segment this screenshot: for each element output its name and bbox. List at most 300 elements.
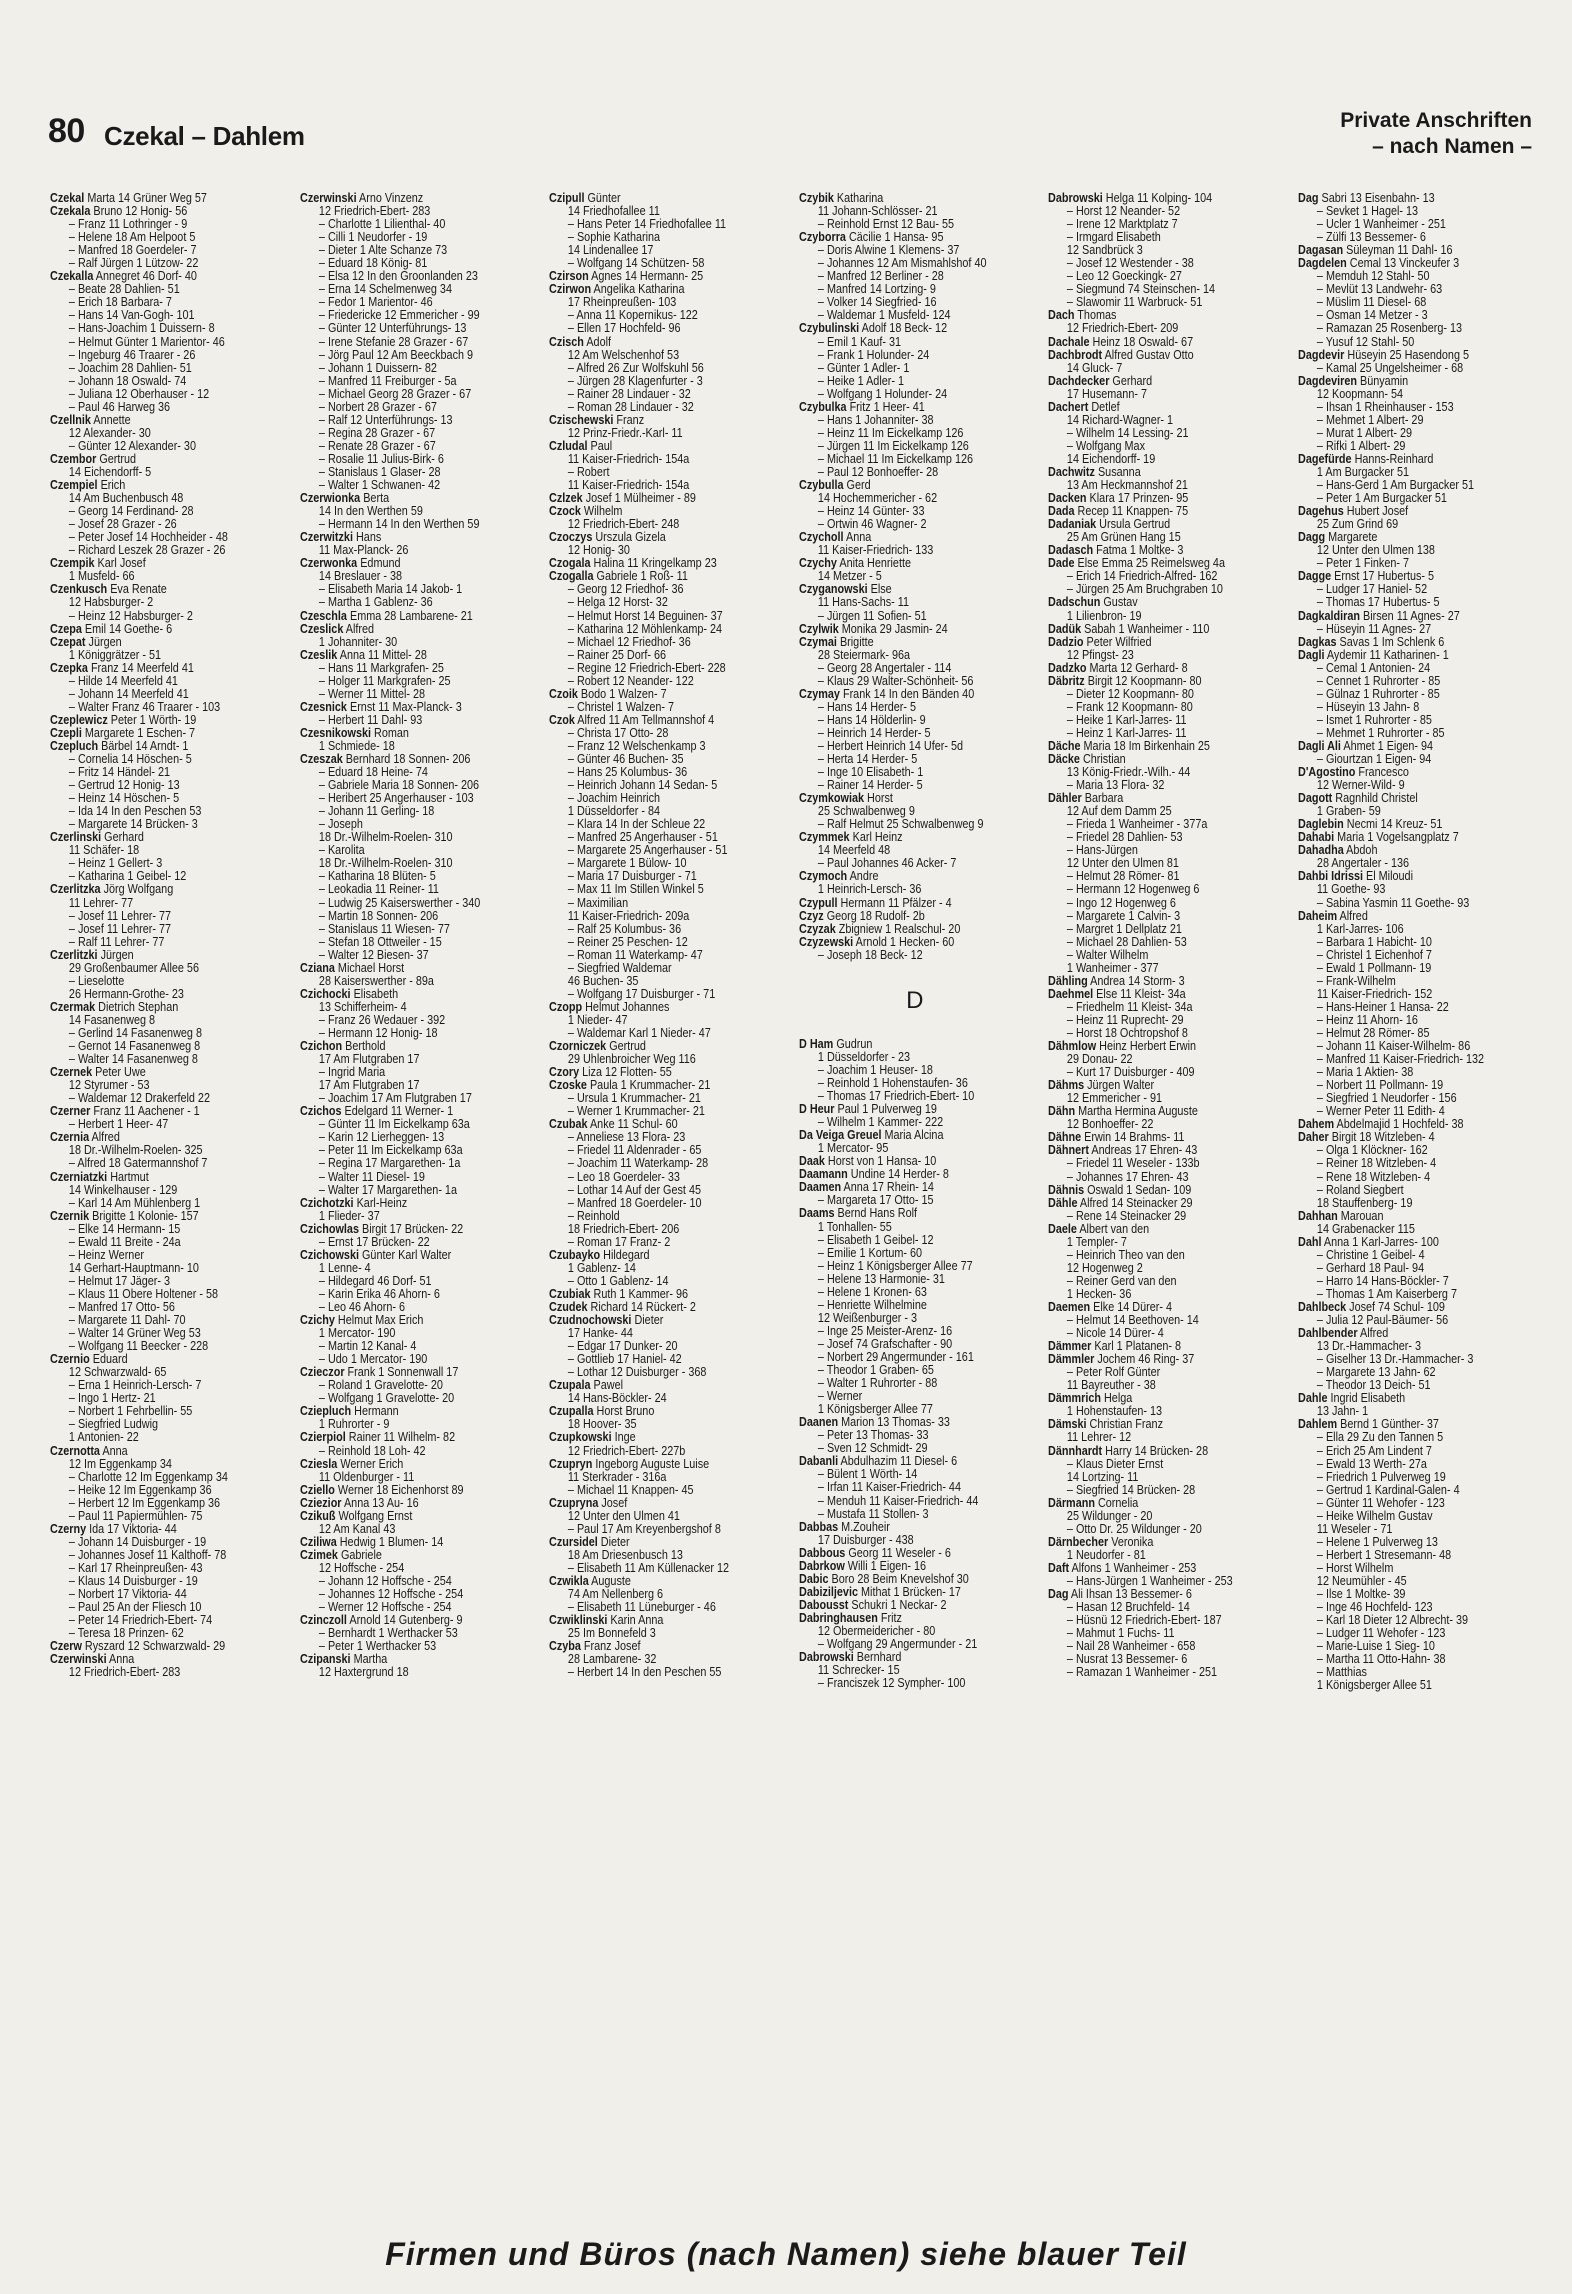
entry-details: 14 Lindenallee 17 [568,244,654,258]
directory-entry [1048,1236,1280,1249]
entry-details: 11 Kaiser-Friedrich- 154a [568,479,690,493]
entry-details: – Ihsan 1 Rheinhauser - 153 [1316,400,1454,414]
entry-details: 11 Johann-Schlösser- 21 [817,205,938,219]
entry-surname: Dadük [1048,622,1082,636]
footer-note: Firmen und Büros (nach Namen) siehe blauer Teil [385,2236,1187,2272]
entry-details: 14 Grabenacker 115 [1316,1222,1415,1236]
entry-details: Arnold 1 Hecken- 60 [855,935,955,949]
directory-entry [1298,336,1530,349]
entry-details: Gabriele [340,1548,382,1562]
directory-entry [300,1249,532,1262]
entry-surname: Czepluch [50,739,99,753]
directory-entry [50,479,282,492]
entry-surname: Cziello [299,1483,335,1497]
entry-details: Margarete [1328,531,1378,545]
directory-entry [1048,1445,1280,1458]
entry-details: – Hasan 12 Bruchfeld- 14 [1067,1601,1191,1615]
entry-details: 1 Schmiede- 18 [318,739,395,753]
entry-details: Ryszard 12 Schwarzwald- 29 [84,1640,226,1654]
entry-details: Annette [93,413,131,427]
entry-details: 29 Großenbaumer Allee 56 [68,961,199,975]
directory-entry [799,401,1031,414]
entry-details: – Heinz 11 Ruprecht- 29 [1067,1013,1184,1027]
entry-details: 12 Weißenburger - 3 [817,1311,917,1325]
entry-details: – Leo 46 Ahorn- 6 [318,1300,405,1314]
directory-entry [549,283,781,296]
directory-entry [50,1340,282,1353]
entry-details: 18 Dr.-Wilhelm-Roelen- 325 [68,1144,203,1158]
directory-entry [549,544,781,557]
entry-details: – Zülfi 13 Bessemer- 6 [1316,231,1426,245]
directory-entry [300,740,532,753]
directory-entry [1298,466,1530,479]
directory-entry [300,1118,532,1131]
entry-details: – Norbert 1 Fehrbellin- 55 [68,1405,193,1419]
entry-surname: Czycholl [798,531,844,545]
entry-details: – Johannes 17 Ehren- 43 [1067,1170,1189,1184]
entry-details: – Roman 17 Franz- 2 [568,1235,671,1249]
directory-entry [300,466,532,479]
entry-details: – Rosalie 11 Julius-Birk- 6 [318,452,444,466]
directory-entry [1048,362,1280,375]
directory-entry [549,192,781,205]
directory-entry [300,1314,532,1327]
entry-details: – Giourtzan 1 Eigen- 94 [1316,753,1432,767]
directory-entry [1298,283,1530,296]
entry-details: 11 Sterkrader - 316a [568,1470,667,1484]
directory-entry [549,636,781,649]
directory-entry [549,870,781,883]
entry-details: 1 Königgrätzer - 51 [68,648,162,662]
entry-details: 14 Richard-Wagner- 1 [1067,413,1174,427]
entry-details: – Ismet 1 Ruhrorter - 85 [1316,713,1432,727]
entry-details: – Ida 14 In den Peschen 53 [68,805,202,819]
entry-details: Gerd [846,479,871,493]
entry-details: Abdelmajid 1 Hochfeld- 38 [1336,1118,1464,1132]
entry-details: Karl Josef [97,557,146,571]
directory-entry [1048,583,1280,596]
entry-details: – Inge 46 Hochfeld- 123 [1316,1601,1433,1615]
entry-surname: Dähmlow [1048,1040,1097,1054]
entry-surname: Czwiklinski [549,1614,608,1628]
entry-details: – Nail 28 Wanheimer - 658 [1067,1640,1196,1654]
entry-details: 14 Gluck- 7 [1067,361,1123,375]
entry-details: – Friedericke 12 Emmericher - 99 [318,309,480,323]
entry-details: – Marie-Luise 1 Sieg- 10 [1316,1640,1435,1654]
directory-entry [1298,1197,1530,1210]
entry-details: 28 Steiermark- 96a [817,648,910,662]
entry-details: – Johann 1 Duissern- 82 [318,361,437,375]
directory-entry [1298,231,1530,244]
entry-surname: Czermak [50,1000,96,1014]
directory-entry [50,570,282,583]
directory-entry [50,349,282,362]
entry-surname: Czogala [549,557,591,571]
directory-entry [799,1194,1031,1207]
entry-details: Franz 11 Aachener - 1 [93,1105,200,1119]
entry-details: – Elisabeth 1 Geibel- 12 [817,1233,934,1247]
entry-surname: Czeslik [299,648,337,662]
entry-details: – Eduard 18 König- 81 [318,257,427,271]
entry-details: Paul 1 Pulverweg 19 [837,1103,937,1117]
entry-details: – Gülnaz 1 Ruhrorter - 85 [1316,687,1440,701]
entry-details: – Peter 1 Am Burgacker 51 [1316,492,1447,506]
directory-entry [549,1040,781,1053]
entry-details: – Helmut 28 Römer- 81 [1067,870,1180,884]
entry-details: – Johann 18 Oswald- 74 [68,374,187,388]
entry-details: Veronika [1111,1535,1154,1549]
entry-surname: Dade [1048,557,1075,571]
entry-details: – Roman 28 Lindauer - 32 [568,400,694,414]
directory-entry [799,962,1031,975]
entry-details: – Hilde 14 Meerfeld 41 [68,674,178,688]
entry-details: 11 Weseler - 71 [1316,1522,1393,1536]
directory-entry [300,949,532,962]
directory-entry [300,492,532,505]
entry-details: 14 Eichendorff- 5 [68,465,152,479]
entry-details: – Hans 14 Hölderlin- 9 [817,713,926,727]
directory-entry [1048,414,1280,427]
directory-entry [1048,466,1280,479]
directory-entry [1048,1418,1280,1431]
entry-details: Alfred [1359,1327,1389,1341]
directory-entry [549,1523,781,1536]
entry-surname: Dämski [1048,1418,1087,1432]
entry-details: Aydemir 11 Katharinen- 1 [1326,648,1449,662]
entry-details: 12 Habsburger- 2 [68,596,154,610]
directory-entry [799,1260,1031,1273]
entry-details: Schukri 1 Neckar- 2 [851,1598,947,1612]
entry-details: Karin Anna [610,1614,664,1628]
entry-details: – Frank-Wilhelm [1316,974,1396,988]
directory-entry [300,766,532,779]
directory-entry [799,1064,1031,1077]
entry-details: Recep 11 Knappen- 75 [1077,505,1189,519]
entry-details: Dietrich Stephan [98,1000,179,1014]
directory-entry [549,1014,781,1027]
entry-details: – Hans 1 Johanniter- 38 [817,413,934,427]
entry-details: – Hüsnü 12 Friedrich-Ebert- 187 [1067,1614,1223,1628]
directory-entry [50,623,282,636]
entry-details: – Leokadia 11 Reiner- 11 [318,883,439,897]
directory-entry [1298,375,1530,388]
entry-details: – Ewald 13 Werth- 27a [1316,1457,1427,1471]
entry-details: Günter [587,192,621,205]
directory-entry [1048,805,1280,818]
directory-entry [300,1262,532,1275]
entry-details: – Heike 1 Adler- 1 [817,374,904,388]
directory-entry [1048,1223,1280,1236]
directory-entry [1048,257,1280,270]
directory-entry [300,1327,532,1340]
directory-entry [50,1666,282,1679]
entry-details: Arnold 14 Gutenberg- 9 [348,1614,463,1628]
directory-entry [1048,675,1280,688]
entry-details: Edmund [359,557,401,571]
entry-surname: Dähler [1048,792,1083,806]
directory-entry [549,792,781,805]
directory-entry [1048,570,1280,583]
directory-entry [1298,897,1530,910]
directory-entry [50,714,282,727]
entry-surname: Daehmel [1048,987,1094,1001]
entry-surname: Czichowlas [299,1222,359,1236]
entry-details: Jürgen [88,635,122,649]
entry-details: 14 Metzer - 5 [817,570,882,584]
directory-entry [1048,544,1280,557]
entry-details: – Paul 17 Am Kreyenbergshof 8 [568,1522,722,1536]
entry-details: – Reinhold 18 Loh- 42 [318,1444,426,1458]
directory-entry [1298,714,1530,727]
entry-details: Alfred [1339,909,1368,923]
entry-details: – Günter 46 Buchen- 35 [568,753,684,767]
directory-entry [1298,1301,1530,1314]
directory-entry [1048,270,1280,283]
entry-details: – Michael 11 Im Eickelkamp 126 [817,452,973,466]
directory-entry [799,1038,1031,1051]
directory-entry [1298,1601,1530,1614]
directory-entry [799,883,1031,896]
directory-entry [1048,453,1280,466]
entry-details: Gerhard [1112,374,1153,388]
directory-entry [1298,1027,1530,1040]
directory-entry [300,544,532,557]
directory-entry [549,662,781,675]
entry-details: – Gabriele Maria 18 Sonnen- 206 [318,779,479,793]
directory-entry [549,910,781,923]
entry-details: – Hans-Heiner 1 Hansa- 22 [1316,1000,1449,1014]
directory-entry [1298,1223,1530,1236]
entry-details: Roman [373,726,409,740]
entry-details: – Nusrat 13 Bessemer- 6 [1067,1653,1188,1667]
directory-entry [799,1129,1031,1142]
entry-details: Margarete 1 Eschen- 7 [84,726,196,740]
directory-entry [549,309,781,322]
directory-entry [1298,1105,1530,1118]
entry-surname: Dahabi [1297,831,1335,845]
entry-surname: Dadschun [1048,596,1101,610]
directory-entry [50,1405,282,1418]
directory-entry [50,1249,282,1262]
entry-details: 12 Unter den Ulmen 41 [568,1509,681,1523]
entry-details: – Margarete 14 Brücken- 3 [68,818,198,832]
directory-entry [1298,1314,1530,1327]
directory-entry [549,1105,781,1118]
directory-entry [50,1053,282,1066]
entry-details: Hermann 11 Pfälzer - 4 [840,896,952,910]
entry-surname: Dachale [1048,335,1090,349]
entry-details: – Peter 1 Werthacker 53 [318,1640,436,1654]
entry-details: 12 Haxtergrund 18 [318,1666,409,1680]
directory-entry [300,557,532,570]
entry-surname: Da Veiga Greuel [798,1129,882,1143]
directory-entry [799,766,1031,779]
entry-surname: Czesnick [299,700,347,714]
entry-details: 12 Friedrich-Ebert- 209 [1067,322,1179,336]
directory-entry [799,805,1031,818]
entry-details: 12 Im Eggenkamp 34 [68,1457,172,1471]
entry-details: 1 Lilienbron- 19 [1067,609,1142,623]
directory-entry [549,1184,781,1197]
entry-details: Christian Franz [1089,1418,1164,1432]
entry-details: Franz 14 Meerfeld 41 [90,661,194,675]
entry-surname: Dagkas [1297,635,1337,649]
entry-details: 25 Im Bonnefeld 3 [568,1627,657,1641]
directory-entry [549,610,781,623]
directory-entry [50,662,282,675]
entry-surname: D Heur [798,1103,835,1117]
directory-entry [50,975,282,988]
directory-entry [1048,1288,1280,1301]
entry-details: – Waldemar 1 Musfeld- 124 [817,309,951,323]
entry-details: Elke 14 Dürer- 4 [1093,1300,1173,1314]
directory-entry [549,675,781,688]
entry-details: – Holger 11 Markgrafen- 25 [318,674,451,688]
entry-details: – Wilhelm 14 Lessing- 21 [1067,426,1189,440]
entry-details: Maria 1 Vogelsangplatz 7 [1337,831,1459,845]
directory-entry [50,1562,282,1575]
entry-details: – Friedel 11 Aldenrader - 65 [568,1144,702,1158]
directory-entry [1298,688,1530,701]
entry-details: – Franz 26 Wedauer - 392 [318,1013,445,1027]
entry-details: – Heinz 11 Ahorn- 16 [1316,1013,1418,1027]
directory-entry [300,1562,532,1575]
entry-details: 25 Zum Grind 69 [1316,518,1399,532]
entry-details: – Walter 1 Ruhrorter - 88 [817,1377,938,1391]
directory-entry [50,779,282,792]
entry-details: – Ingrid Maria [318,1066,385,1080]
entry-details: – Josef 74 Grafschafter - 90 [817,1337,952,1351]
entry-surname: Czerwionka [299,492,360,506]
directory-entry [50,1471,282,1484]
directory-entry [50,1171,282,1184]
directory-entry [50,962,282,975]
entry-details: – Friedrich 1 Pulverweg 19 [1316,1470,1446,1484]
directory-entry [549,270,781,283]
entry-details: 1 Graben- 59 [1316,805,1381,819]
entry-details: – Horst 12 Neander- 52 [1067,205,1181,219]
entry-details: Thomas [1077,309,1117,323]
entry-surname: Dahem [1297,1118,1335,1132]
entry-details: Ida 17 Viktoria- 44 [89,1522,177,1536]
entry-details: Bodo 1 Walzen- 7 [581,687,667,701]
entry-details: Fritz [880,1611,902,1625]
directory-entry [300,975,532,988]
directory-entry [549,1392,781,1405]
directory-entry [50,1640,282,1653]
directory-entry [300,1288,532,1301]
entry-details: – Siegfried 1 Neudorfer - 156 [1316,1092,1457,1106]
entry-details: 1 Johanniter- 30 [318,635,397,649]
directory-entry [1298,270,1530,283]
entry-details: – Siegfried Ludwig [68,1418,159,1432]
directory-entry [1298,492,1530,505]
directory-entry [799,1325,1031,1338]
entry-details: 12 Emmericher - 91 [1067,1092,1163,1106]
entry-surname: Dag [1297,192,1319,205]
directory-entry [549,1314,781,1327]
directory-entry [300,1144,532,1157]
entry-surname: Czichos [299,1105,342,1119]
entry-surname: Dagdelen [1297,257,1347,271]
entry-details: 11 Kaiser-Friedrich- 209a [568,909,690,923]
entry-details: – Wolfgang 29 Angermunder - 21 [817,1638,978,1652]
directory-entry [549,362,781,375]
directory-entry [50,1497,282,1510]
directory-entry [1048,1379,1280,1392]
entry-details: – Manfred 18 Goerdeler- 10 [568,1196,702,1210]
entry-details: Heinz 18 Oswald- 67 [1092,335,1194,349]
directory-entry [300,1079,532,1092]
directory-entry [549,1210,781,1223]
directory-entry [1048,1027,1280,1040]
directory-entry [50,1314,282,1327]
entry-surname: Czok [549,713,576,727]
entry-surname: Czerner [50,1105,91,1119]
entry-surname: Czimek [299,1548,338,1562]
entry-details: – Rene 14 Steinacker 29 [1067,1209,1187,1223]
entry-details: – Murat 1 Albert- 29 [1316,426,1413,440]
directory-entry [549,1510,781,1523]
directory-entry [799,897,1031,910]
directory-entry [799,296,1031,309]
directory-entry [799,1103,1031,1116]
directory-entry [300,1040,532,1053]
entry-details: 14 Winkelhauser - 129 [68,1183,178,1197]
directory-entry [1298,1001,1530,1014]
entry-details: – Charlotte 1 Lilienthal- 40 [318,218,445,232]
entry-details: – Martha 11 Otto-Hahn- 38 [1316,1653,1446,1667]
entry-details: – Peter 11 Im Eickelkamp 63a [318,1144,463,1158]
directory-entry [300,753,532,766]
entry-details: – Nicole 14 Dürer- 4 [1067,1327,1165,1341]
directory-entry [1298,1666,1530,1679]
directory-entry [300,1471,532,1484]
entry-details: – Margarete 13 Jahn- 62 [1316,1366,1436,1380]
entry-details: Berta [362,492,389,506]
directory-entry [1298,740,1530,753]
entry-details: 1 Wanheimer - 377 [1067,961,1160,975]
directory-entry [549,688,781,701]
directory-entry [549,1536,781,1549]
directory-entry [1298,1640,1530,1653]
entry-details: Günter Karl Walter [361,1248,451,1262]
directory-entry [300,270,532,283]
entry-surname: Dabringhausen [798,1611,878,1625]
entry-surname: Czembor [50,452,97,466]
directory-entry [549,1353,781,1366]
directory-entry [799,779,1031,792]
entry-details: Paul [590,439,613,453]
directory-entry [1298,518,1530,531]
directory-entry [1298,818,1530,831]
directory-entry [50,283,282,296]
entry-details: Necmi 14 Kreuz- 51 [1346,818,1443,832]
entry-details: 12 Obermeidericher - 80 [817,1624,936,1638]
entry-details: – Hans 14 Van-Gogh- 101 [68,309,195,323]
entry-details: Anita Henriette [839,557,911,571]
entry-details: Mithat 1 Brücken- 17 [860,1585,961,1599]
entry-details: Christian [1083,753,1127,767]
entry-details: Ernst 17 Hubertus- 5 [1334,570,1435,584]
page-section-title: Czekal – Dahlem [104,121,305,151]
directory-entry [1298,883,1530,896]
entry-details: – Hans 25 Kolumbus- 36 [568,766,688,780]
entry-details: – Heike 1 Karl-Jarres- 11 [1067,713,1187,727]
entry-details: – Norbert 28 Grazer - 67 [318,400,437,414]
entry-surname: Daanen [798,1416,838,1430]
entry-details: Savas 1 Im Schlenk 6 [1339,635,1445,649]
